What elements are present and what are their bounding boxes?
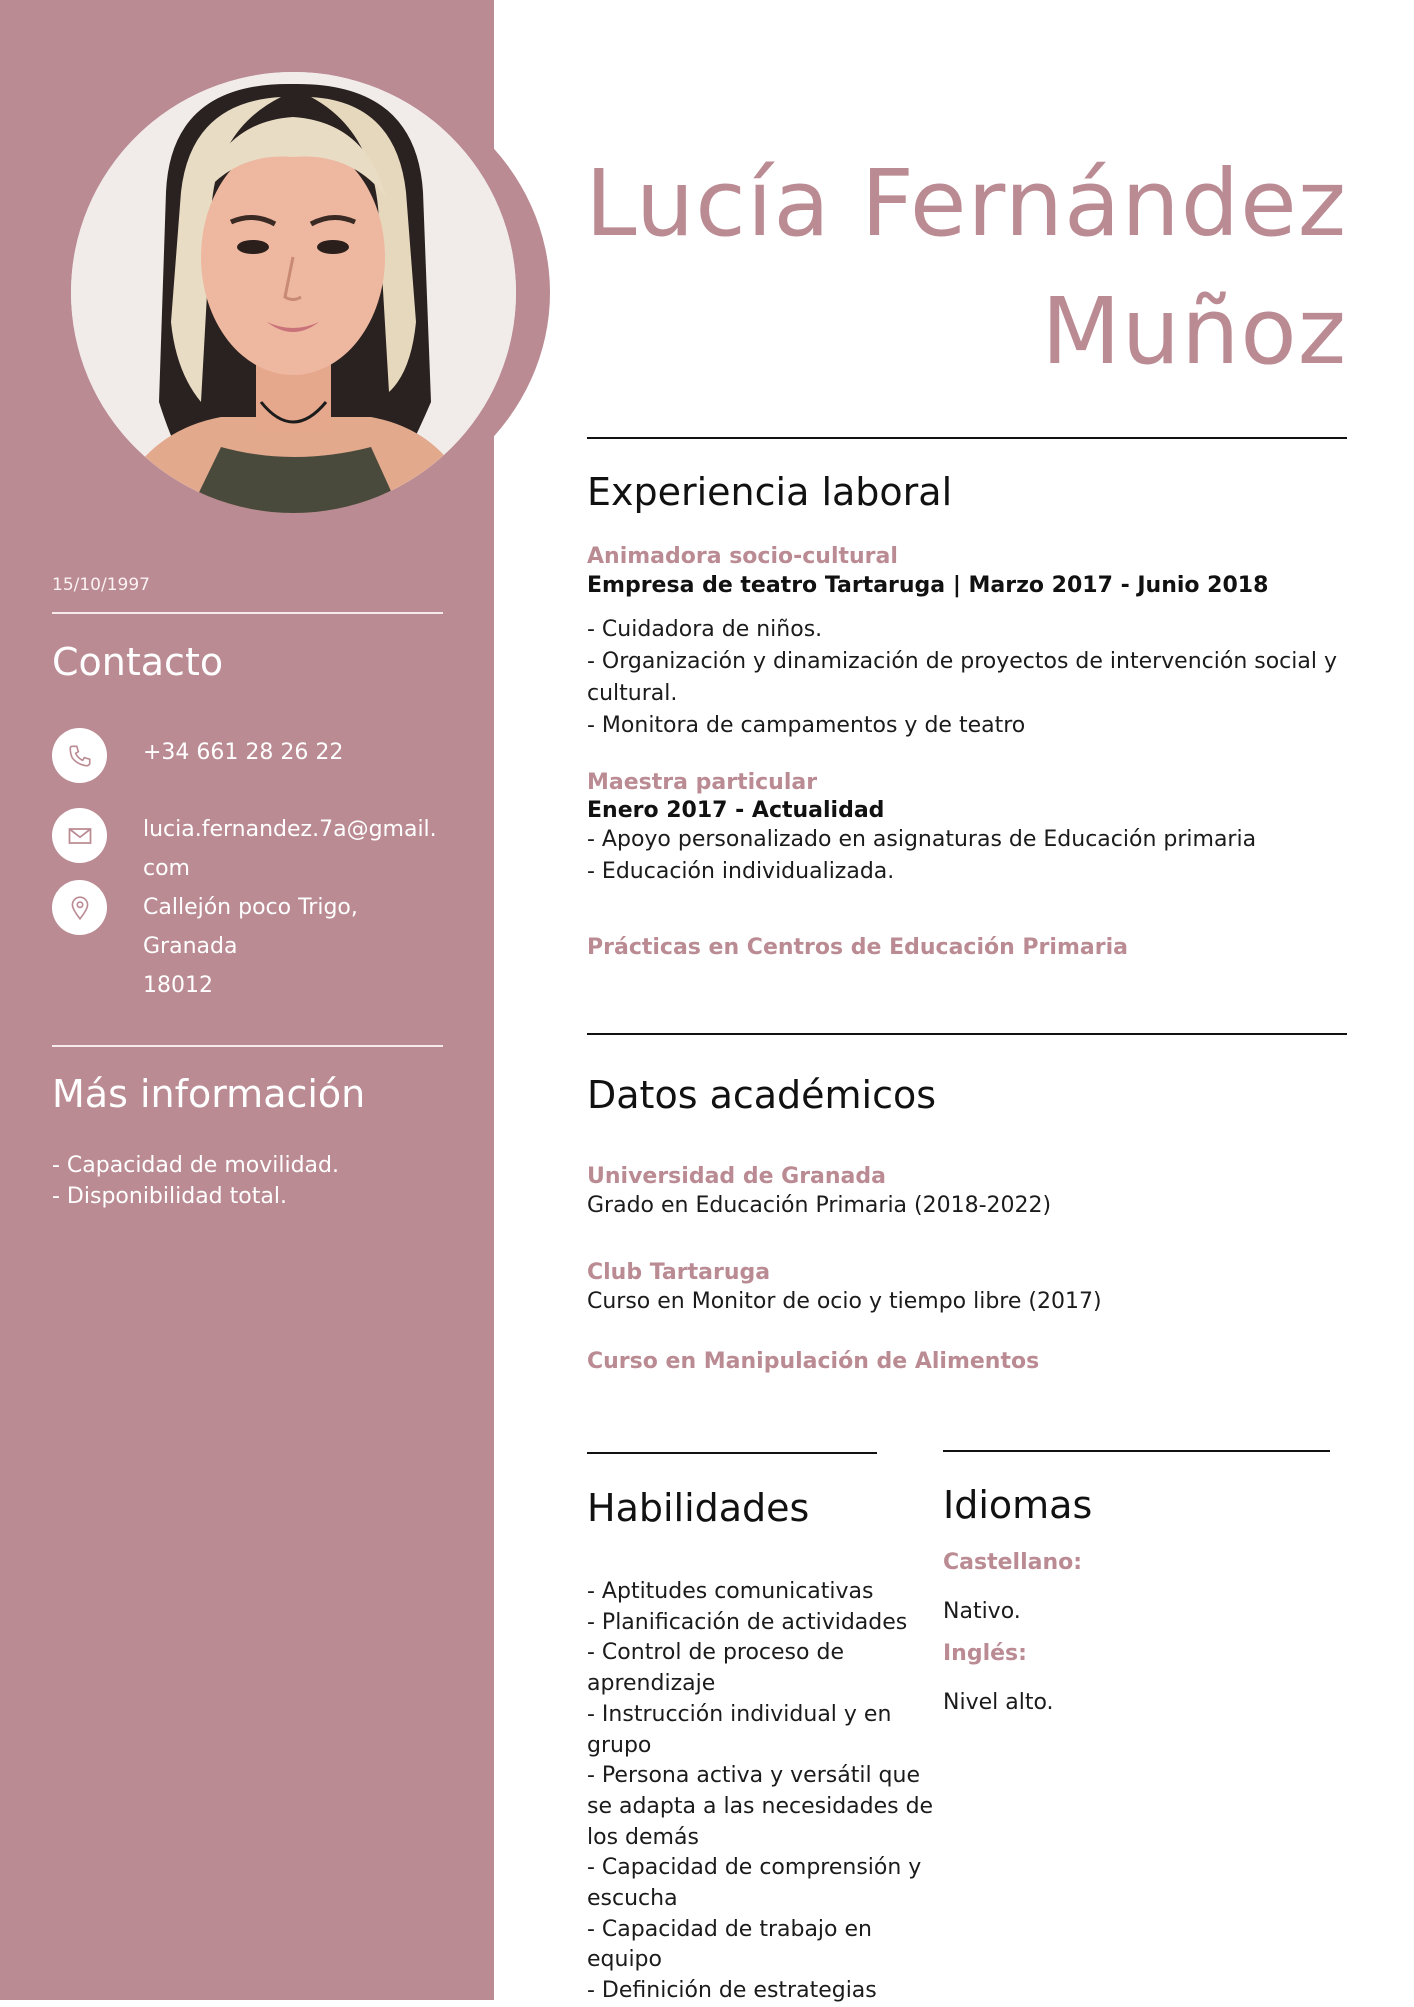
more-info-item: - Capacidad de movilidad. <box>52 1153 339 1178</box>
more-info-item: - Disponibilidad total. <box>52 1184 287 1209</box>
language-name: Inglés: <box>943 1641 1027 1666</box>
skill-line: grupo <box>587 1732 652 1758</box>
job-detail-line: - Apoyo personalizado en asignaturas de Educación primaria <box>587 827 1257 852</box>
job-details <box>587 614 1337 742</box>
email-line-1: lucia.fernandez.7a@gmail. <box>143 817 437 842</box>
skills-list <box>587 1577 947 2007</box>
job-detail-line: - Organización y dinamización de proyectos de intervención social y <box>587 649 1337 674</box>
education-detail: Curso en Monitor de ocio y tiempo libre (2017) <box>587 1289 1102 1314</box>
education-detail: Grado en Educación Primaria (2018-2022) <box>587 1193 1052 1218</box>
skills-heading: Habilidades <box>587 1486 810 1530</box>
experience-heading: Experiencia laboral <box>587 470 953 514</box>
address-line-1: Callejón poco Trigo, <box>143 895 358 920</box>
skill-line: - Planificación de actividades <box>587 1609 908 1635</box>
address-line-2: Granada <box>143 934 238 959</box>
language-name: Castellano: <box>943 1550 1083 1575</box>
job-detail-line: - Monitora de campamentos y de teatro <box>587 713 1026 738</box>
section-divider <box>587 437 1347 439</box>
job-details <box>587 824 1256 888</box>
skill-line: - Aptitudes comunicativas <box>587 1579 874 1604</box>
address <box>143 888 358 1005</box>
birth-date: 15/10/1997 <box>52 575 150 595</box>
section-divider <box>587 1452 877 1454</box>
education-institution: Universidad de Granada <box>587 1164 886 1189</box>
job-role: Animadora socio-cultural <box>587 544 898 569</box>
language-level: Nivel alto. <box>943 1690 1054 1715</box>
skill-line: equipo <box>587 1947 662 1973</box>
language-level: Nativo. <box>943 1599 1021 1624</box>
job-detail-line: - Cuidadora de niños. <box>587 617 823 642</box>
name-line-1: Lucía Fernández <box>585 150 1347 257</box>
address-line-3: 18012 <box>143 973 213 998</box>
portrait-photo <box>71 72 516 513</box>
skill-line: - Capacidad de trabajo en <box>587 1916 872 1942</box>
section-divider <box>587 1033 1347 1035</box>
job-role: Prácticas en Centros de Educación Primaria <box>587 935 1128 960</box>
job-detail-line: - Educación individualizada. <box>587 859 895 884</box>
section-divider <box>943 1450 1330 1452</box>
more-info-list <box>52 1150 339 1212</box>
skill-line: - Control de proceso de <box>587 1640 844 1666</box>
profile-photo <box>71 72 516 513</box>
email-address[interactable] <box>143 810 437 888</box>
more-info-heading: Más información <box>52 1072 366 1116</box>
email-line-2: com <box>143 856 190 881</box>
sidebar-divider <box>52 612 443 614</box>
job-company: Empresa de teatro Tartaruga | Marzo 2017 - Junio 2018 <box>587 573 1269 598</box>
candidate-name <box>585 140 1347 396</box>
location-icon <box>52 880 107 935</box>
job-company: Enero 2017 - Actualidad <box>587 798 885 823</box>
job-detail-line: cultural. <box>587 681 678 706</box>
phone-icon <box>52 728 107 783</box>
skill-line: aprendizaje <box>587 1671 716 1697</box>
skill-line: - Instrucción individual y en <box>587 1701 892 1727</box>
skill-line: los demás <box>587 1824 699 1850</box>
phone-number[interactable]: +34 661 28 26 22 <box>143 740 344 765</box>
education-heading: Datos académicos <box>587 1073 937 1117</box>
job-role: Maestra particular <box>587 770 818 795</box>
skill-line: escucha <box>587 1886 678 1912</box>
skill-line: se adapta a las necesidades de <box>587 1793 934 1819</box>
name-line-2: Muñoz <box>1041 278 1347 385</box>
languages-heading: Idiomas <box>943 1483 1093 1527</box>
contact-heading: Contacto <box>52 640 224 684</box>
skill-line: - Capacidad de comprensión y <box>587 1855 922 1881</box>
education-institution: Curso en Manipulación de Alimentos <box>587 1349 1040 1374</box>
skill-line: - Definición de estrategias <box>587 1978 877 2004</box>
skill-line: - Persona activa y versátil que <box>587 1763 920 1789</box>
mail-icon <box>52 808 107 863</box>
education-institution: Club Tartaruga <box>587 1260 771 1285</box>
sidebar-divider <box>52 1045 443 1047</box>
